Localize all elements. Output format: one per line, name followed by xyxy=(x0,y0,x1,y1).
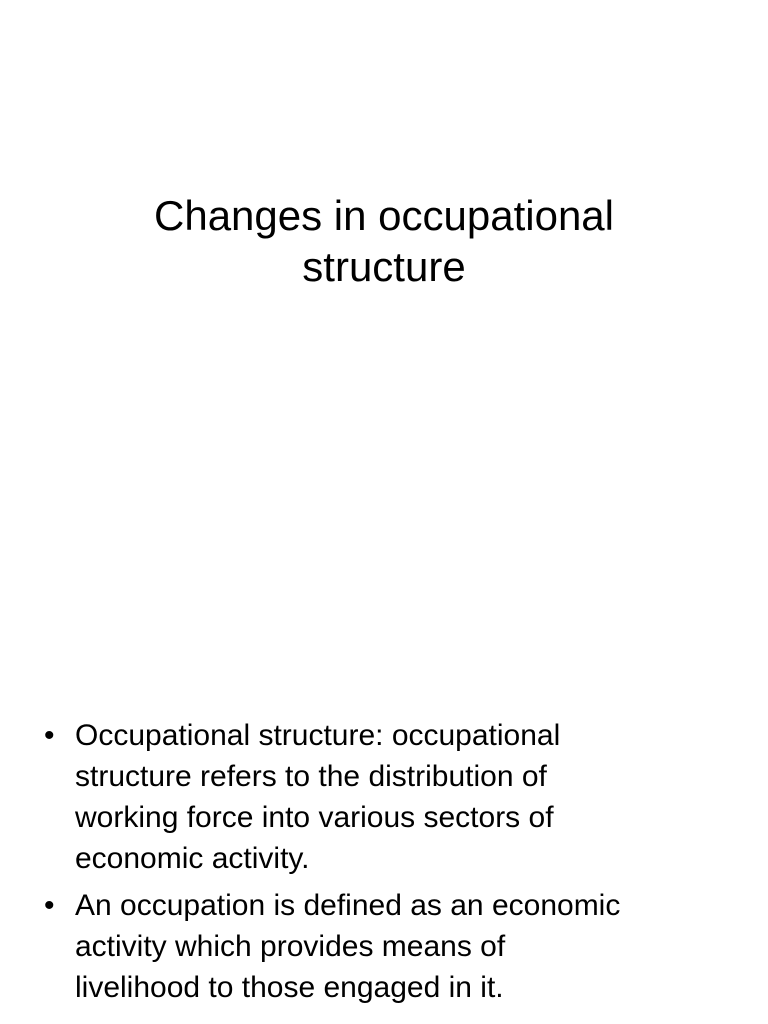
content-slide xyxy=(0,512,768,1024)
title-line-2: structure xyxy=(302,243,466,290)
bullet-list xyxy=(42,715,722,1014)
bullet-text-line: working force into various sectors of xyxy=(75,801,554,834)
bullet-text-line: Occupational structure: occupational xyxy=(75,719,561,752)
bullet-dot-icon: • xyxy=(44,719,55,752)
title-line-1: Changes in occupational xyxy=(154,192,614,239)
bullet-text-line: An occupation is defined as an economic xyxy=(75,889,621,922)
bullet-item-occupation-definition xyxy=(42,885,722,1008)
bullet-item-occupational-structure xyxy=(42,715,722,879)
bullet-text-line: livelihood to those engaged in it. xyxy=(75,971,504,1004)
bullet-text-line: activity which provides means of xyxy=(75,930,506,963)
slide-title xyxy=(0,190,768,292)
bullet-text-line: economic activity. xyxy=(75,842,310,875)
bullet-text-line: structure refers to the distribution of xyxy=(75,760,547,793)
bullet-dot-icon: • xyxy=(44,889,55,922)
